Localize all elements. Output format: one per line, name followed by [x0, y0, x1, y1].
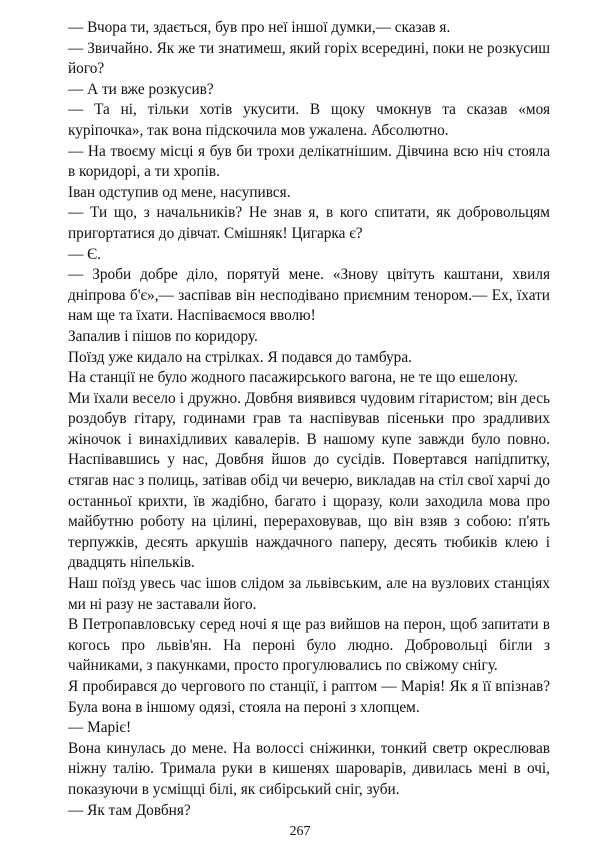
page-number: 267	[289, 824, 311, 839]
paragraph: — Як там Довбня?	[68, 801, 191, 819]
paragraph: — Є.	[68, 245, 102, 263]
paragraph: — Та ні, тільки хотів укусити. В щоку чмокнув та сказав «моя курiпочка», так вона підскочила мов ужалена. Абсолютно.	[68, 101, 550, 139]
paragraph: Я пробирався до чергового по станції, і раптом — Марія! Як я її впізнав? Була вона в іншому одязі, стояла на пероні з хлопцем.	[68, 678, 550, 716]
paragraph: Ми їхали весело і дружно. Довбня виявився чудовим гітаристом; він десь роздобув гітару, годинами грав та наспівував пісеньки про зрадливих жіночок і винахідливих кавалерів. В нашому купе завжди було повно. Наспівавшись у нас, Довбня йшов до сусідів. Повертався напідпитку, стягав нас з полиць, затівав обід чи вечерю, викладав на стіл свої харчі до останньої крихти, їв жадібно, багато і щоразу, коли заходила мова про майбутню роботу на цілині, перераховував, що він взяв з собою: п'ять терпужків, десять аркушів наждачного паперу, десять тюбиків клею і двадцять ніпельків.	[68, 389, 550, 572]
paragraph: — Звичайно. Як же ти знатимеш, який горіх всередині, поки не розкусиш його?	[68, 39, 550, 78]
paragraph: На станції не було жодного пасажирського вагона, не те що ешелону.	[68, 369, 518, 387]
paragraph: Наш поїзд увесь час ішов слідом за львівським, але на вузлових станціях ми ні разу не заставали його.	[68, 575, 550, 613]
paragraph: Іван одступив од мене, насупився.	[68, 183, 291, 201]
paragraph: Запалив і пішов по коридору.	[68, 327, 258, 345]
paragraph: — Зроби добре діло, порятуй мене. «Знову цвітуть каштани, хвиля дніпрова б'є»,— заспівав він несподівано приємним тенором.— Ех, їхати нам ще та їхати. Наспіваємося вволю!	[68, 266, 550, 325]
paragraph: Вона кинулась до мене. На волоссі сніжинки, тонкий светр окреслював ніжну талію. Тримала руки в кишенях шароварів, дивилась мені в очі, показуючи в усміщці білі, як сибірський сніг, зуби.	[68, 739, 550, 798]
paragraph: В Петропавловську серед ночі я ще раз вийшов на перон, щоб запитати в когось про львів'ян. На пероні було людно. Добровольці бігли з чайниками, з пакунками, просто прогулювались по свіжому снігу.	[68, 616, 550, 675]
paragraph: — Маріє!	[68, 719, 132, 737]
paragraph: — Вчора ти, здається, був про неї іншої думки,— сказав я.	[68, 19, 451, 36]
paragraph: — На твоєму місці я був би трохи делікатнішим. Дівчина всю ніч стояла в коридорі, а ти хропів.	[68, 142, 550, 181]
paragraph: — Ти що, з начальників? Не знав я, в кого спитати, як добровольцям пригортатися до дівчат. Смішняк! Цигарка є?	[68, 204, 550, 242]
paragraph: — А ти вже розкусив?	[68, 80, 214, 98]
paragraph: Поїзд уже кидало на стрілках. Я подався до тамбура.	[68, 348, 412, 366]
